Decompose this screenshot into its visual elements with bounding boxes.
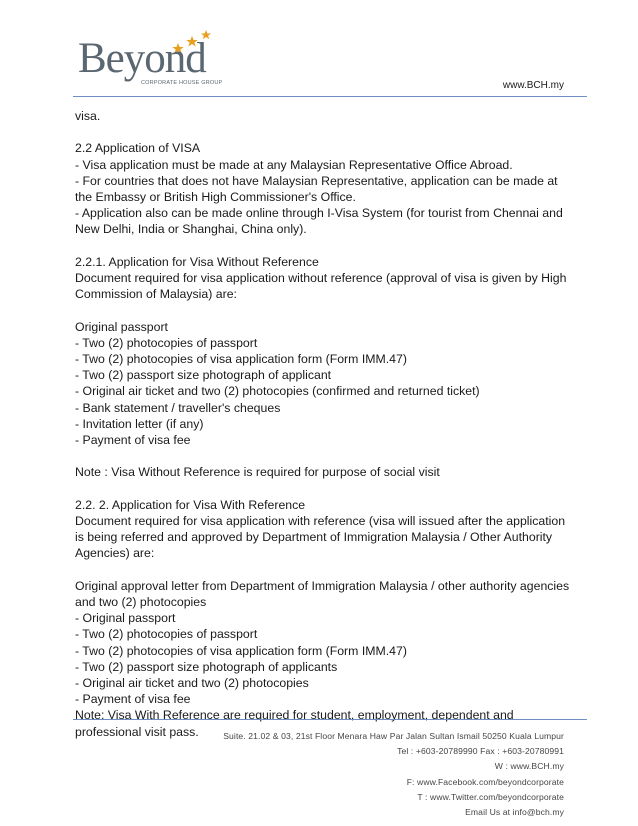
text-line: - Application also can be made online through I-Visa System (for tourist from Chennai and	[75, 206, 563, 221]
logo-tagline: CORPORATE HOUSE GROUP	[141, 80, 223, 86]
logo-wordmark: Beyond	[78, 35, 206, 82]
footer-facebook-link[interactable]: F: www.Facebook.com/beyondcorporate	[406, 776, 564, 787]
list-item: - Two (2) passport size photograph of applicants	[75, 659, 338, 674]
header-website[interactable]: www.BCH.my	[502, 80, 564, 91]
list-item: - Payment of visa fee	[75, 692, 191, 707]
list-item: - Two (2) photocopies of passport	[75, 335, 258, 350]
footer-phone-fax: Tel : +603-20789990 Fax : +603-20780991	[397, 746, 564, 757]
list-item: - Payment of visa fee	[75, 433, 191, 448]
list-documents-without-reference	[75, 319, 575, 449]
section-visa-without-reference	[75, 254, 575, 303]
text-line: Agencies) are:	[75, 546, 155, 561]
text-line: Document required for visa application without reference (approval of visa is given by High	[75, 271, 567, 285]
company-logo	[78, 30, 223, 86]
note-without-reference	[75, 464, 575, 480]
header-divider	[73, 96, 587, 97]
section-heading: 2.2 Application of VISA	[75, 141, 201, 156]
list-item: - Original air ticket and two (2) photocopies (confirmed and returned ticket)	[75, 384, 480, 399]
list-item: - Two (2) passport size photograph of applicant	[75, 368, 332, 383]
list-documents-with-reference	[75, 578, 575, 740]
section-visa-with-reference	[75, 497, 575, 562]
footer-email-link[interactable]: Email Us at info@bch.my	[465, 807, 564, 818]
text-line: - Visa application must be made at any Malaysian Representative Office Abroad.	[75, 157, 513, 172]
footer-twitter-link[interactable]: T : www.Twitter.com/beyondcorporate	[417, 791, 564, 802]
footer-contact	[223, 729, 564, 820]
text-line: visa.	[75, 109, 101, 123]
document-body	[75, 108, 575, 756]
note-line: professional visit pass.	[75, 724, 199, 739]
list-item: Original passport	[75, 319, 168, 334]
list-item: - Two (2) photocopies of visa application form (Form IMM.47)	[75, 352, 407, 366]
text-line: the Embassy or British High Commissioner's Office.	[75, 190, 356, 204]
list-item: - Original air ticket and two (2) photocopies	[75, 676, 309, 691]
section-heading: 2.2.1. Application for Visa Without Reference	[75, 254, 319, 269]
paragraph-continuation	[75, 108, 575, 124]
text-line: - For countries that does not have Malaysian Representative, application can be made at	[75, 173, 558, 188]
list-item: - Invitation letter (if any)	[75, 416, 204, 431]
text-line: Commission of Malaysia) are:	[75, 287, 237, 302]
footer-website-link[interactable]: W : www.BCH.my	[494, 761, 564, 772]
footer-address: Suite. 21.02 & 03, 21st Floor Menara Haw Par Jalan Sultan Ismail 50250 Kuala Lumpur	[223, 731, 564, 741]
text-line: Note : Visa Without Reference is required for purpose of social visit	[75, 465, 440, 480]
list-item: - Two (2) photocopies of passport	[75, 627, 258, 642]
list-item: - Original passport	[75, 611, 176, 626]
text-line: Document required for visa application with reference (visa will issued after the application	[75, 514, 566, 528]
note-line: Note: Visa With Reference are required for student, employment, dependent and	[75, 708, 514, 723]
list-item: Original approval letter from Department of Immigration Malaysia / other authority agencies	[75, 578, 570, 593]
text-line: is being referred and approved by Department of Immigration Malaysia / Other Authority	[75, 530, 553, 545]
list-item: - Bank statement / traveller's cheques	[75, 400, 281, 415]
list-item: - Two (2) photocopies of visa application form (Form IMM.47)	[75, 643, 407, 658]
footer-divider	[73, 719, 587, 720]
text-line: New Delhi, India or Shanghai, China only).	[75, 222, 307, 237]
section-heading: 2.2. 2. Application for Visa With Reference	[75, 497, 306, 512]
list-item: and two (2) photocopies	[75, 595, 207, 609]
section-application-of-visa	[75, 140, 575, 237]
